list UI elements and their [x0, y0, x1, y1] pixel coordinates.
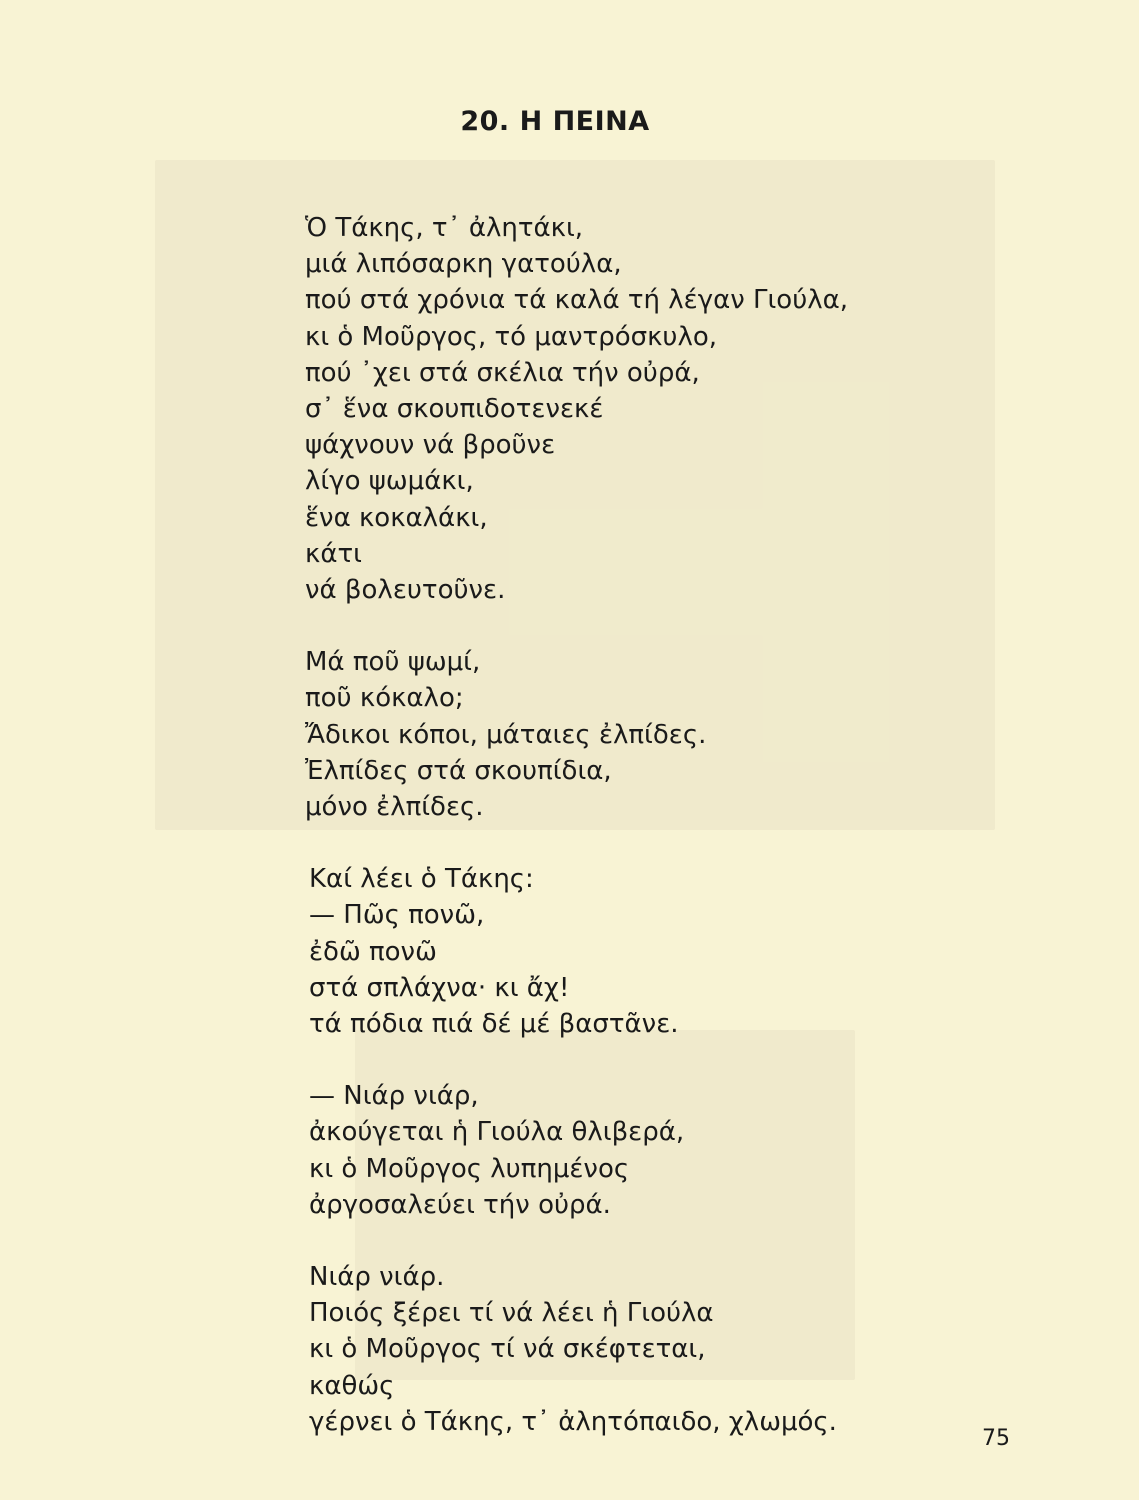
poem-title: 20. Η ΠΕΙΝΑ	[460, 106, 650, 137]
poem-body	[305, 210, 1045, 1476]
verse-line: Ἄδικοι κόποι, μάταιες ἐλπίδες.	[305, 719, 707, 750]
verse-line: τά πόδια πιά δέ μέ βαστᾶνε.	[309, 1009, 679, 1040]
verse-line: κι ὁ Μοῦργος λυπημένος	[309, 1153, 630, 1184]
verse-line: ἀκούγεται ἡ Γιούλα θλιβερά,	[309, 1117, 685, 1148]
page-number: 75	[982, 1426, 1010, 1451]
verse-line: Νιάρ νιάρ.	[309, 1262, 445, 1293]
verse-line: κάτι	[305, 538, 362, 569]
stanza	[305, 210, 1045, 608]
verse-line: ψάχνουν νά βροῦνε	[305, 430, 556, 461]
verse-line: μόνο ἐλπίδες.	[305, 792, 484, 823]
verse-line: κι ὁ Μοῦργος τί νά σκέφτεται,	[309, 1334, 706, 1365]
verse-line: κι ὁ Μοῦργος, τό μαντρόσκυλο,	[305, 321, 718, 352]
verse-line: — Πῶς πονῶ,	[309, 900, 485, 931]
verse-line: πού στά χρόνια τά καλά τή λέγαν Γιούλα,	[305, 285, 849, 316]
verse-line: σ᾽ ἕνα σκουπιδοτενεκέ	[305, 394, 604, 425]
verse-line: πού ᾽χει στά σκέλια τήν οὐρά,	[305, 357, 700, 388]
verse-line: λίγο ψωμάκι,	[305, 466, 474, 497]
verse-line: Ποιός ξέρει τί νά λέει ἡ Γιούλα	[309, 1298, 714, 1329]
verse-line: Ὁ Τάκης, τ᾽ ἀλητάκι,	[305, 213, 584, 243]
stanza	[305, 1078, 1045, 1223]
stanza	[305, 861, 1045, 1042]
stanza	[305, 644, 1045, 825]
verse-line: ἕνα κοκαλάκι,	[305, 502, 488, 533]
verse-line: ἐδῶ πονῶ	[309, 936, 437, 967]
verse-line: ἀργοσαλεύει τήν οὐρά.	[309, 1189, 611, 1220]
verse-line: Μά ποῦ ψωμί,	[305, 647, 481, 678]
verse-line: νά βολευτοῦνε.	[305, 575, 506, 606]
verse-line: στά σπλάχνα· κι ἄχ!	[309, 972, 570, 1003]
verse-line: ποῦ κόκαλο;	[305, 683, 464, 714]
stanza	[305, 1259, 1045, 1440]
verse-line: Καί λέει ὁ Τάκης:	[309, 864, 534, 895]
verse-line: γέρνει ὁ Τάκης, τ᾽ ἀλητόπαιδο, χλωμός.	[309, 1406, 837, 1437]
verse-line: καθώς	[309, 1370, 395, 1401]
verse-line: Ἐλπίδες στά σκουπίδια,	[305, 755, 612, 786]
verse-line: — Νιάρ νιάρ,	[309, 1081, 479, 1112]
verse-line: μιά λιπόσαρκη γατούλα,	[305, 249, 622, 280]
